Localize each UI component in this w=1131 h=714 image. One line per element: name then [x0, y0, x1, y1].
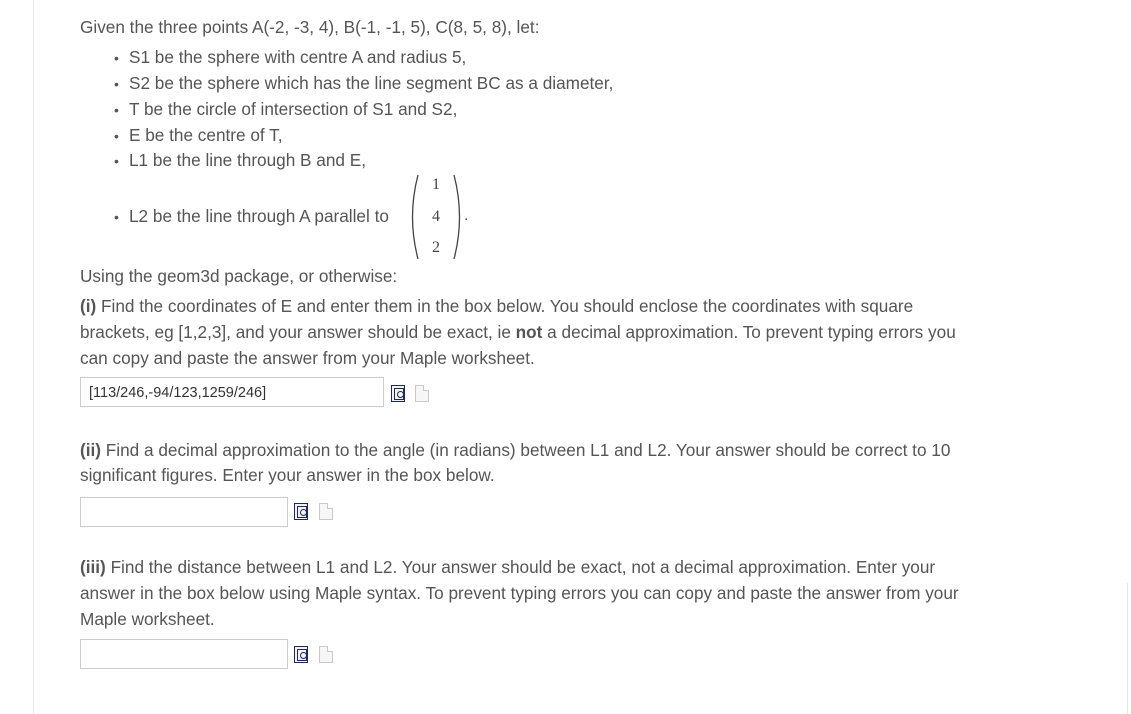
- vector-entry: 4: [432, 208, 440, 225]
- intro-text: Given the three points A(-2, -3, 4), B(-1, -1, 5), C(8, 5, 8), let:: [80, 17, 540, 37]
- q1-label: (i): [80, 296, 97, 316]
- q3-answer-input[interactable]: [80, 639, 288, 669]
- help-icon[interactable]: [415, 385, 429, 402]
- q2-line: (ii) Find a decimal approximation to the angle (in radians) between L1 and L2. Your answer should be correct to 10: [80, 440, 951, 460]
- q2-line: significant figures. Enter your answer in the box below.: [80, 465, 495, 485]
- scrollbar-edge: [1127, 583, 1128, 714]
- bullet-item: • S2 be the sphere which has the line segment BC as a diameter,: [114, 73, 614, 93]
- q1-line: can copy and paste the answer from your Maple worksheet.: [80, 348, 535, 368]
- q2-answer-input[interactable]: [80, 497, 288, 527]
- preview-icon[interactable]: [294, 503, 308, 520]
- preview-icon[interactable]: [391, 385, 405, 402]
- q2-label: (ii): [80, 440, 101, 460]
- q3-line: Maple worksheet.: [80, 609, 215, 629]
- bullet-item: • S1 be the sphere with centre A and radius 5,: [114, 47, 467, 67]
- help-icon[interactable]: [319, 503, 333, 520]
- left-border: [33, 0, 34, 714]
- bullet-item: • E be the centre of T,: [114, 125, 283, 145]
- bullet-item: • L2 be the line through A parallel to: [114, 206, 389, 226]
- vector-suffix: .: [464, 207, 469, 224]
- bullet-item: • L1 be the line through B and E,: [114, 150, 366, 170]
- using-text: Using the geom3d package, or otherwise:: [80, 266, 398, 286]
- direction-vector: [406, 172, 469, 262]
- preview-icon[interactable]: [294, 646, 308, 663]
- q3-line: (iii) Find the distance between L1 and L2. Your answer should be exact, not a decimal approximation. Enter your: [80, 557, 936, 577]
- vector-entry: 1: [432, 176, 440, 193]
- q3-label: (iii): [80, 557, 106, 577]
- q3-line: answer in the box below using Maple syntax. To prevent typing errors you can copy and paste the answer from your: [80, 583, 959, 603]
- q1-line: brackets, eg [1,2,3], and your answer should be exact, ie not a decimal approximation. To prevent typing errors you: [80, 322, 956, 342]
- vector-entry: 2: [432, 239, 440, 256]
- help-icon[interactable]: [319, 646, 333, 663]
- bullet-item: • T be the circle of intersection of S1 and S2,: [114, 99, 458, 119]
- q1-answer-input[interactable]: [113/246,-94/123,1259/246]: [80, 377, 384, 407]
- q1-line: (i) Find the coordinates of E and enter them in the box below. You should enclose the coordinates with square: [80, 296, 914, 316]
